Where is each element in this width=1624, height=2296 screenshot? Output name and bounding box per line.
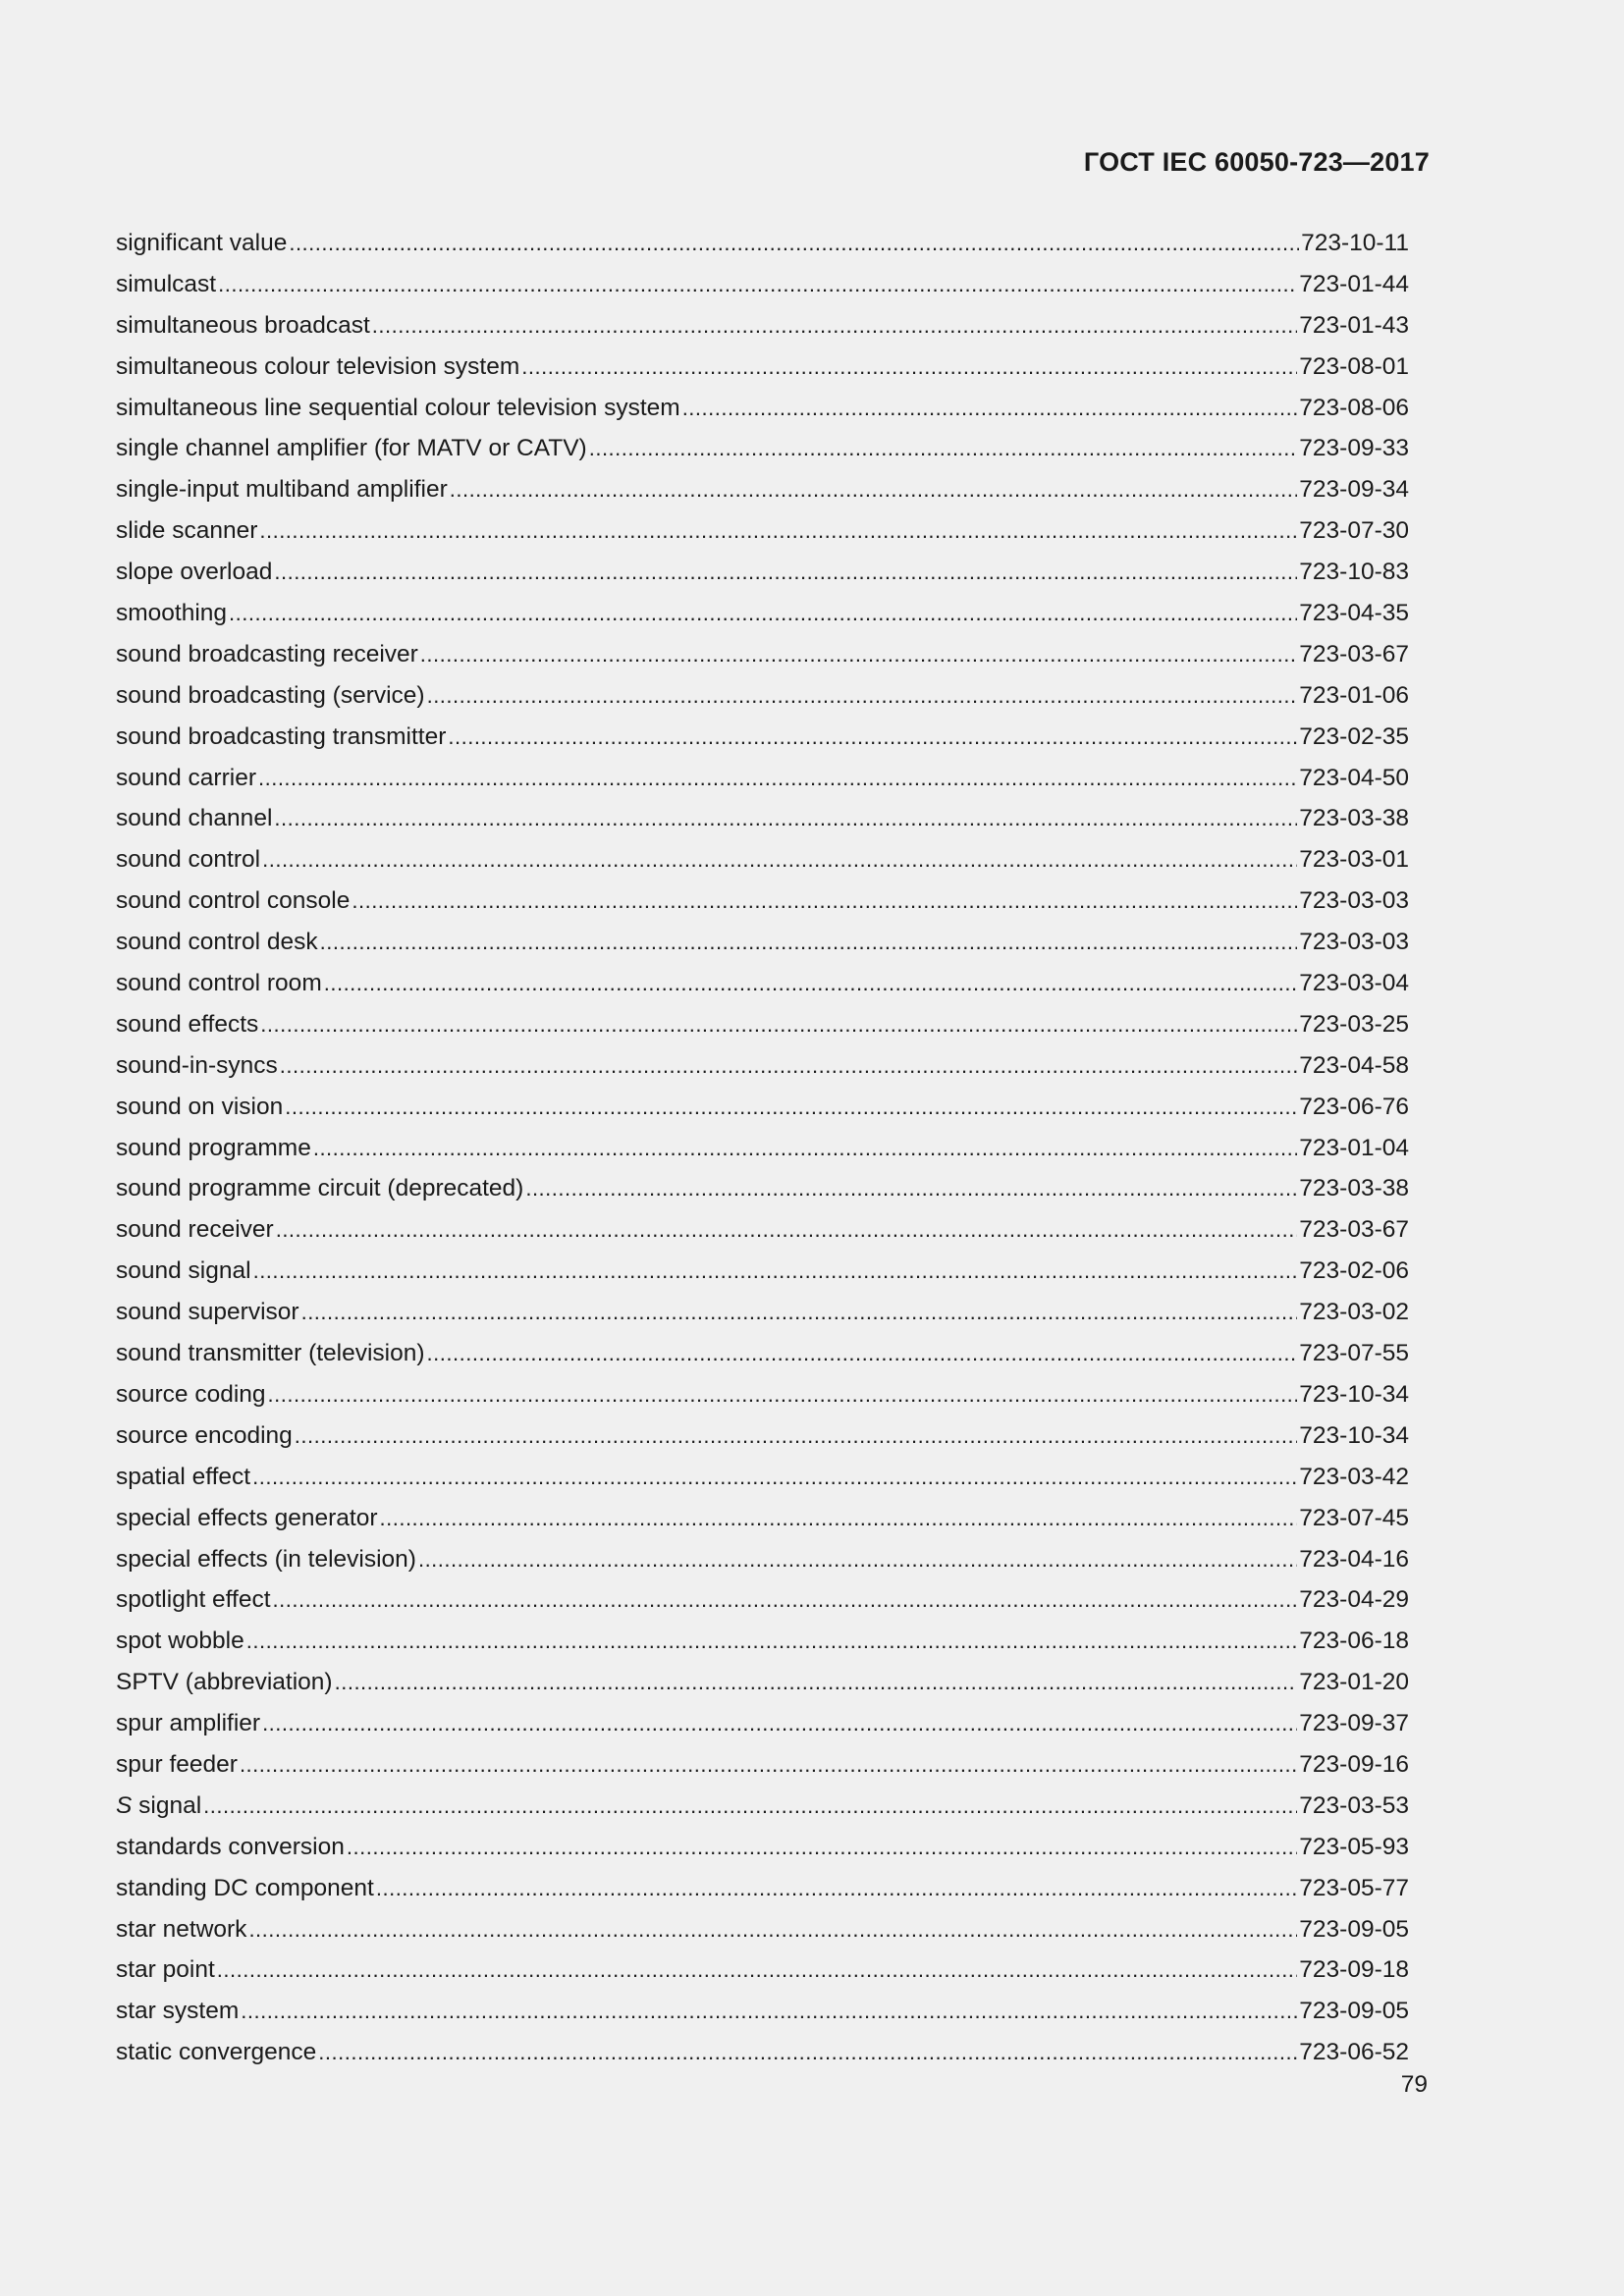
entry-reference: 723-10-83: [1299, 559, 1409, 586]
index-entry: [116, 593, 1409, 634]
entry-term: star network: [116, 1915, 247, 1943]
entry-reference: 723-06-76: [1299, 1093, 1409, 1120]
index-entry: [116, 1128, 1409, 1169]
index-entry: [116, 758, 1409, 799]
entry-reference: 723-03-42: [1299, 1463, 1409, 1490]
dot-leader: [295, 1415, 1298, 1457]
entry-reference: 723-03-01: [1299, 846, 1409, 874]
dot-leader: [273, 1579, 1298, 1621]
dot-leader: [450, 469, 1298, 510]
dot-leader: [280, 1045, 1298, 1087]
entry-reference: 723-03-67: [1299, 1216, 1409, 1244]
entry-reference: 723-09-33: [1299, 435, 1409, 462]
index-entry: [116, 1949, 1409, 1991]
dot-leader: [253, 1251, 1298, 1292]
dot-leader: [259, 510, 1297, 552]
entry-reference: 723-03-02: [1299, 1299, 1409, 1326]
dot-leader: [347, 1827, 1297, 1868]
index-entry: [116, 1087, 1409, 1128]
index-entry: [116, 1744, 1409, 1786]
dot-leader: [229, 593, 1297, 634]
entry-term: sound control desk: [116, 929, 318, 956]
index-entry: [116, 469, 1409, 510]
index-entry: [116, 1498, 1409, 1539]
dot-leader: [448, 717, 1297, 758]
entry-reference: 723-02-06: [1299, 1257, 1409, 1285]
entry-reference: 723-10-34: [1299, 1421, 1409, 1449]
entry-term: smoothing: [116, 600, 228, 627]
dot-leader: [682, 388, 1298, 429]
dot-leader: [262, 1703, 1297, 1744]
entry-reference: 723-09-05: [1299, 1998, 1409, 2025]
index-entry: [116, 1292, 1409, 1333]
entry-reference: 723-10-34: [1299, 1380, 1409, 1408]
dot-leader: [318, 2032, 1297, 2073]
entry-reference: 723-03-38: [1299, 1175, 1409, 1202]
entry-reference: 723-04-58: [1299, 1051, 1409, 1079]
index-entry: [116, 1703, 1409, 1744]
entry-term: star point: [116, 1956, 215, 1984]
index-entry: [116, 2032, 1409, 2073]
entry-term: sound channel: [116, 805, 273, 832]
index-entry: [116, 1209, 1409, 1251]
dot-leader: [248, 1909, 1297, 1950]
entry-reference: 723-07-55: [1299, 1340, 1409, 1367]
entry-reference: 723-03-03: [1299, 929, 1409, 956]
entry-term: special effects (in television): [116, 1545, 416, 1573]
dot-leader: [380, 1498, 1298, 1539]
entry-reference: 723-10-11: [1301, 230, 1409, 256]
dot-leader: [324, 963, 1298, 1004]
entry-term: sound programme: [116, 1134, 311, 1161]
entry-term: sound control room: [116, 970, 322, 997]
dot-leader: [217, 1949, 1298, 1991]
entry-term: sound effects: [116, 1010, 259, 1038]
entry-term: sound on vision: [116, 1093, 284, 1120]
index-entry: [116, 839, 1409, 881]
entry-term: [116, 1786, 201, 1827]
index-list: [116, 223, 1409, 2073]
entry-term: simultaneous line sequential colour television system: [116, 394, 680, 421]
index-entry: [116, 881, 1409, 922]
index-entry: [116, 552, 1409, 593]
entry-reference: 723-04-50: [1299, 764, 1409, 791]
dot-leader: [285, 1087, 1297, 1128]
index-entry: [116, 1579, 1409, 1621]
dot-leader: [313, 1128, 1297, 1169]
index-entry: [116, 1415, 1409, 1457]
dot-leader: [274, 798, 1297, 839]
entry-reference: 723-06-18: [1299, 1628, 1409, 1655]
entry-reference: 723-08-01: [1299, 352, 1409, 380]
entry-reference: 723-03-53: [1299, 1791, 1409, 1819]
index-entry: [116, 963, 1409, 1004]
entry-term: standards conversion: [116, 1833, 345, 1860]
entry-reference: 723-05-77: [1299, 1874, 1409, 1901]
entry-reference: 723-09-05: [1299, 1915, 1409, 1943]
entry-term-text: signal: [132, 1791, 202, 1819]
entry-reference: 723-05-93: [1299, 1833, 1409, 1860]
index-entry: [116, 1909, 1409, 1950]
entry-term: source encoding: [116, 1421, 293, 1449]
entry-reference: 723-09-18: [1299, 1956, 1409, 1984]
entry-reference: 723-03-25: [1299, 1010, 1409, 1038]
dot-leader: [289, 223, 1299, 264]
index-entry: [116, 634, 1409, 675]
dot-leader: [427, 675, 1298, 717]
dot-leader: [521, 347, 1297, 388]
entry-reference: 723-02-35: [1299, 722, 1409, 750]
entry-term: spur feeder: [116, 1750, 238, 1778]
entry-term: sound-in-syncs: [116, 1051, 278, 1079]
entry-term: single channel amplifier (for MATV or CATV): [116, 435, 587, 462]
entry-reference: 723-07-45: [1299, 1504, 1409, 1531]
index-entry: [116, 1539, 1409, 1580]
index-entry: [116, 1045, 1409, 1087]
index-entry: [116, 675, 1409, 717]
dot-leader: [268, 1374, 1298, 1415]
document-header: ГОСТ IEC 60050-723—2017: [1083, 147, 1430, 177]
entry-reference: 723-04-29: [1299, 1586, 1409, 1614]
entry-term: SPTV (abbreviation): [116, 1669, 333, 1696]
dot-leader: [252, 1457, 1297, 1498]
entry-reference: 723-04-16: [1299, 1545, 1409, 1573]
dot-leader: [241, 1991, 1297, 2032]
index-entry: [116, 1991, 1409, 2032]
index-entry: [116, 1662, 1409, 1703]
entry-reference: 723-04-35: [1299, 600, 1409, 627]
dot-leader: [246, 1621, 1298, 1662]
index-entry: [116, 1168, 1409, 1209]
index-entry: [116, 717, 1409, 758]
index-entry: [116, 264, 1409, 305]
dot-leader: [258, 758, 1297, 799]
entry-reference: 723-06-52: [1299, 2039, 1409, 2066]
dot-leader: [262, 839, 1297, 881]
dot-leader: [376, 1868, 1297, 1909]
entry-term: sound programme circuit (deprecated): [116, 1175, 524, 1202]
index-entry: [116, 1621, 1409, 1662]
dot-leader: [525, 1168, 1297, 1209]
index-entry: [116, 1004, 1409, 1045]
entry-term: single-input multiband amplifier: [116, 476, 448, 504]
dot-leader: [203, 1786, 1297, 1827]
dot-leader: [274, 552, 1297, 593]
dot-leader: [260, 1004, 1297, 1045]
dot-leader: [589, 428, 1298, 469]
dot-leader: [301, 1292, 1298, 1333]
entry-term-italic-symbol: S: [116, 1791, 133, 1819]
entry-reference: 723-03-04: [1299, 970, 1409, 997]
entry-term: static convergence: [116, 2039, 317, 2066]
index-entry: [116, 347, 1409, 388]
entry-term: spot wobble: [116, 1628, 244, 1655]
index-entry: [116, 1827, 1409, 1868]
index-entry: [116, 1457, 1409, 1498]
entry-reference: 723-03-38: [1299, 805, 1409, 832]
entry-term: spotlight effect: [116, 1586, 271, 1614]
entry-term: sound receiver: [116, 1216, 274, 1244]
entry-term: standing DC component: [116, 1874, 374, 1901]
entry-term: sound broadcasting (service): [116, 681, 425, 709]
entry-reference: 723-03-67: [1299, 640, 1409, 667]
index-entry: [116, 1374, 1409, 1415]
entry-term: sound broadcasting transmitter: [116, 722, 447, 750]
entry-term: sound supervisor: [116, 1299, 299, 1326]
entry-term: sound carrier: [116, 764, 256, 791]
dot-leader: [218, 264, 1297, 305]
entry-term: simultaneous colour television system: [116, 352, 520, 380]
entry-term: spur amplifier: [116, 1710, 261, 1737]
entry-term: source coding: [116, 1380, 266, 1408]
dot-leader: [427, 1333, 1298, 1374]
index-entry: [116, 223, 1409, 264]
dot-leader: [420, 634, 1298, 675]
index-entry: [116, 388, 1409, 429]
page-number: 79: [1400, 2071, 1428, 2098]
dot-leader: [372, 305, 1298, 347]
entry-term: slope overload: [116, 559, 273, 586]
entry-reference: 723-01-43: [1299, 311, 1409, 339]
dot-leader: [320, 922, 1298, 963]
entry-reference: 723-08-06: [1299, 394, 1409, 421]
entry-reference: 723-09-37: [1299, 1710, 1409, 1737]
entry-term: sound control console: [116, 887, 351, 915]
dot-leader: [276, 1209, 1298, 1251]
index-entry: [116, 922, 1409, 963]
entry-reference: 723-01-44: [1299, 270, 1409, 297]
entry-reference: 723-01-06: [1299, 681, 1409, 709]
dot-leader: [240, 1744, 1297, 1786]
entry-term: sound control: [116, 846, 261, 874]
index-entry: [116, 510, 1409, 552]
entry-reference: 723-01-04: [1299, 1134, 1409, 1161]
entry-term: sound transmitter (television): [116, 1340, 425, 1367]
index-entry: [116, 1251, 1409, 1292]
entry-term: significant value: [116, 230, 288, 256]
entry-reference: 723-01-20: [1299, 1669, 1409, 1696]
entry-term: simulcast: [116, 270, 217, 297]
entry-reference: 723-03-03: [1299, 887, 1409, 915]
dot-leader: [335, 1662, 1298, 1703]
entry-term: spatial effect: [116, 1463, 251, 1490]
entry-term: star system: [116, 1998, 240, 2025]
entry-term: sound broadcasting receiver: [116, 640, 418, 667]
index-entry: [116, 798, 1409, 839]
index-entry: [116, 428, 1409, 469]
entry-reference: 723-09-16: [1299, 1750, 1409, 1778]
entry-reference: 723-09-34: [1299, 476, 1409, 504]
index-entry: [116, 1333, 1409, 1374]
entry-term: sound signal: [116, 1257, 251, 1285]
entry-reference: 723-07-30: [1299, 517, 1409, 545]
entry-term: simultaneous broadcast: [116, 311, 370, 339]
entry-term: special effects generator: [116, 1504, 378, 1531]
entry-term: slide scanner: [116, 517, 258, 545]
index-entry: [116, 305, 1409, 347]
dot-leader: [352, 881, 1297, 922]
dot-leader: [418, 1539, 1297, 1580]
index-entry: [116, 1868, 1409, 1909]
index-entry: [116, 1786, 1409, 1827]
